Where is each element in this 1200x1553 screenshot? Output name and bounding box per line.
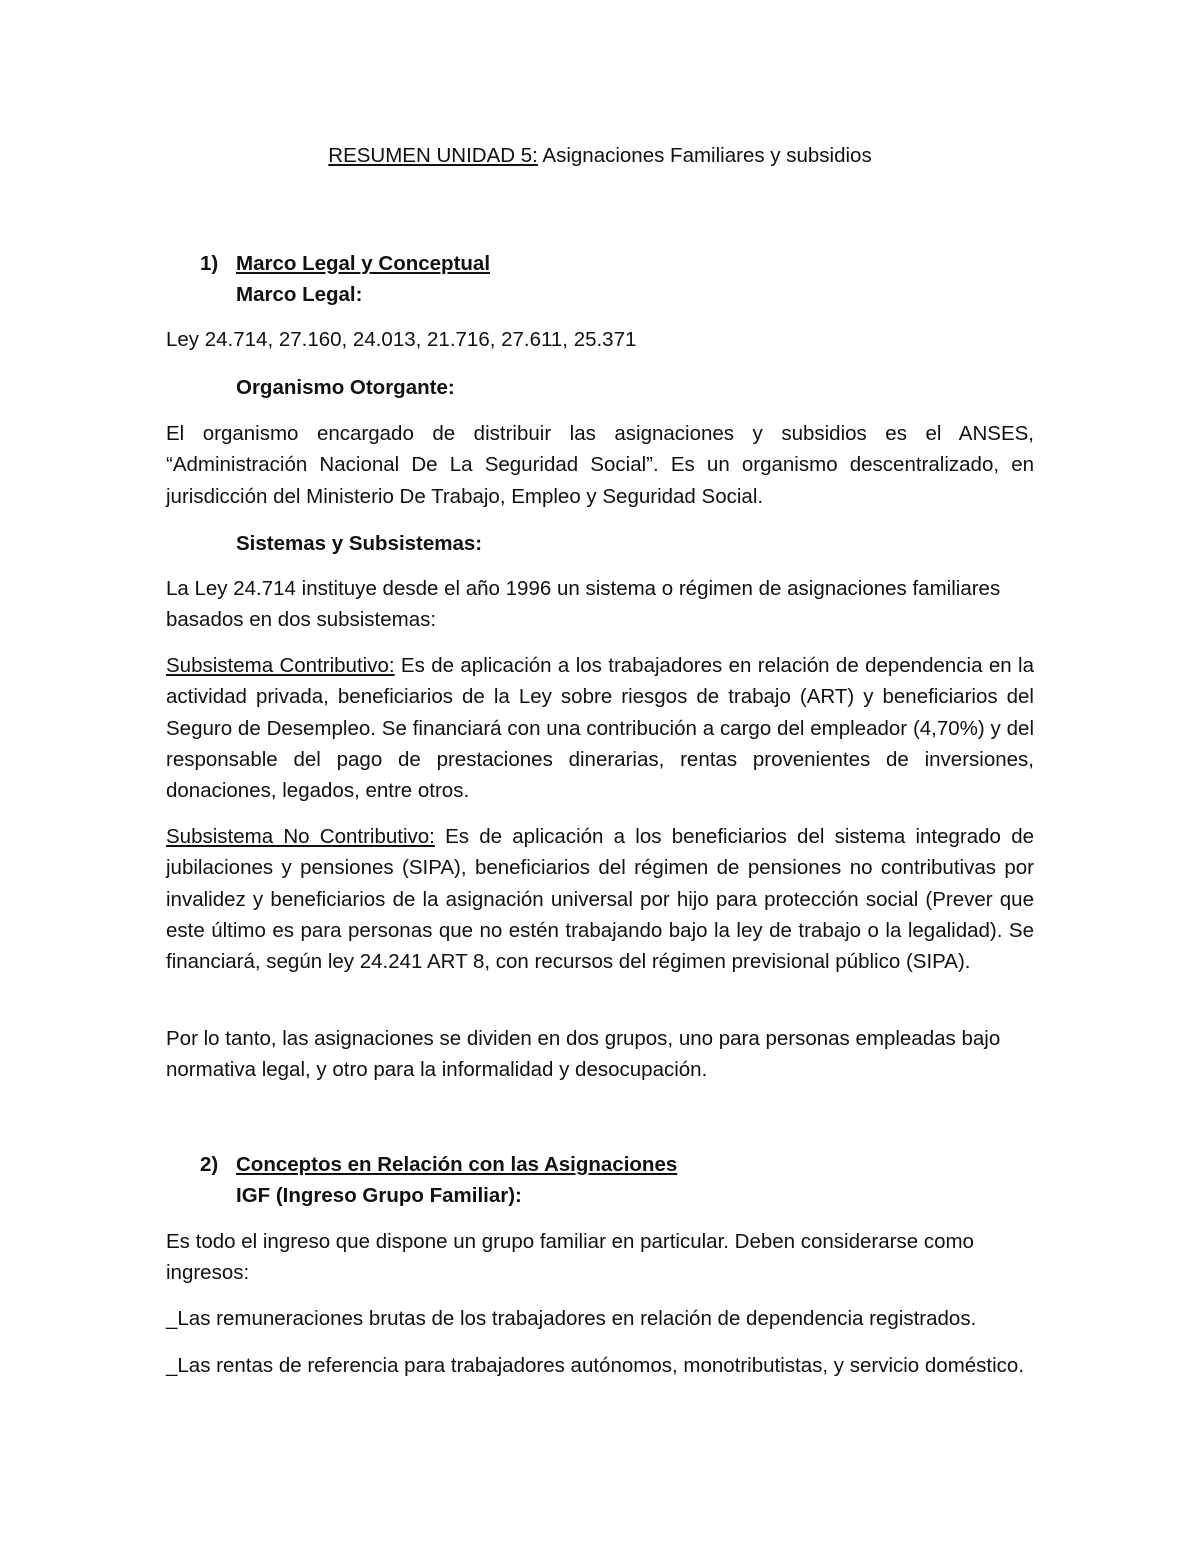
contributivo-text: Es de aplicación a los trabajadores en relación de dependencia en la actividad privada, beneficiarios de la Ley sobre riesgos de trabajo (ART) y beneficiarios del Seguro de Desempleo. Se financiará con una contribución a cargo del empleador (4,70%) y del responsable del pago de prestaciones dinerarias, rentas provenientes de inversiones, donaciones, legados, entre otros.: [166, 654, 1034, 803]
section1-number: 1): [200, 252, 219, 275]
title-rest: Asignaciones Familiares y subsidios: [537, 144, 872, 167]
organismo-subheading: Organismo Otorgante:: [236, 376, 455, 399]
list-item: _Las remuneraciones brutas de los trabajadores en relación de dependencia registrados.: [166, 1307, 977, 1330]
laws-list: Ley 24.714, 27.160, 24.013, 21.716, 27.611, 25.371: [166, 328, 637, 351]
contributivo-label: Subsistema Contributivo:: [166, 654, 395, 677]
title-prefix: RESUMEN UNIDAD 5:: [328, 144, 538, 167]
no-contributivo-text: Es de aplicación a los beneficiarios del sistema integrado de jubilaciones y pensiones (SIPA), beneficiarios del régimen de pensiones no contributivas por invalidez y beneficiarios de la asignación universal por hijo para protección social (Prever que este último es para personas que no estén trabajando bajo la ley de trabajo o la legalidad). Se financiará, según ley 24.241 ART 8, con recursos del régimen previsional público (SIPA).: [166, 825, 1034, 974]
document-title: [166, 140, 1034, 171]
list-item: _Las rentas de referencia para trabajadores autónomos, monotributistas, y servicio doméstico.: [166, 1354, 1025, 1377]
sistemas-paragraph: La Ley 24.714 instituye desde el año 1996 un sistema o régimen de asignaciones familiares basados en dos subsistemas:: [166, 577, 1001, 632]
section2-number: 2): [200, 1153, 219, 1176]
no-contributivo-label: Subsistema No Contributivo:: [166, 825, 435, 848]
igf-paragraph: Es todo el ingreso que dispone un grupo familiar en particular. Deben considerarse como ingresos:: [166, 1230, 974, 1285]
no-contributivo-paragraph: [166, 821, 1034, 977]
section2-heading: Conceptos en Relación con las Asignaciones: [236, 1153, 678, 1176]
conclusion-paragraph: Por lo tanto, las asignaciones se dividen en dos grupos, uno para personas empleadas bajo normativa legal, y otro para la informalidad y desocupación.: [166, 1027, 1001, 1082]
sistemas-subheading: Sistemas y Subsistemas:: [236, 532, 483, 555]
igf-subheading: IGF (Ingreso Grupo Familiar):: [236, 1184, 522, 1207]
section1-heading: Marco Legal y Conceptual: [236, 252, 491, 275]
contributivo-paragraph: [166, 650, 1034, 806]
organismo-paragraph: El organismo encargado de distribuir las asignaciones y subsidios es el ANSES, “Administración Nacional De La Seguridad Social”. Es un organismo descentralizado, en jurisdicción del Ministerio De Trabajo, Empleo y Seguridad Social.: [166, 422, 1034, 508]
marco-legal-subheading: Marco Legal:: [236, 283, 363, 306]
document-page: [166, 0, 1034, 1553]
